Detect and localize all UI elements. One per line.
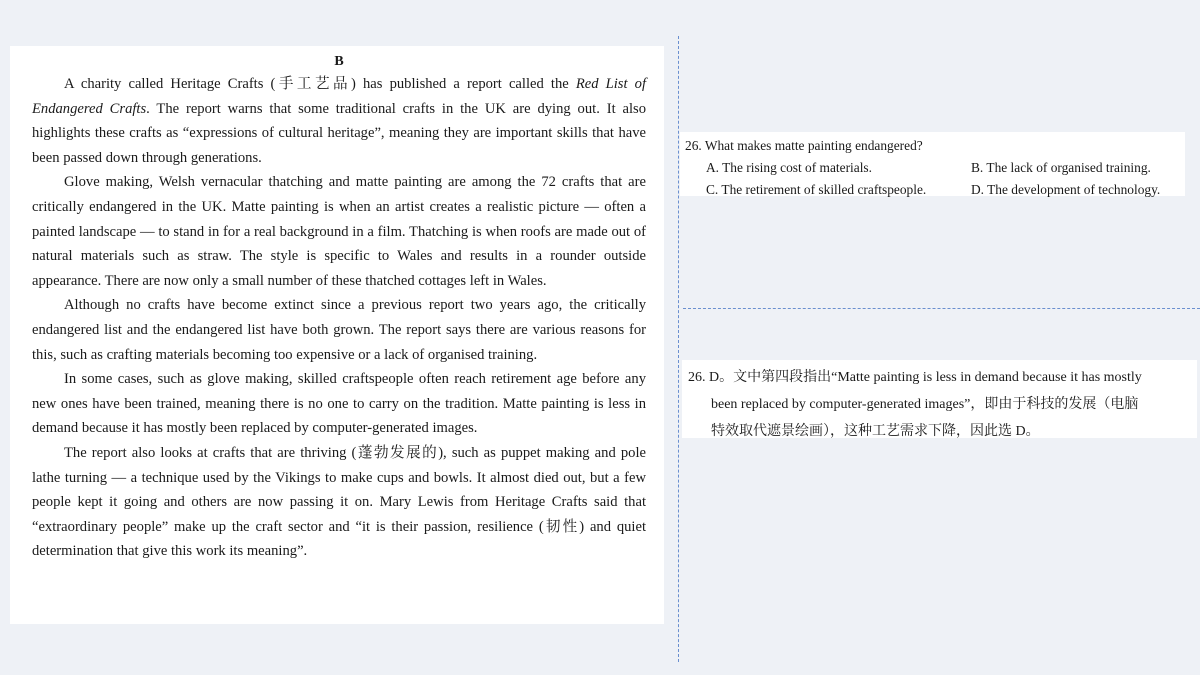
question-card (680, 132, 1185, 196)
answer-line-2: been replaced by computer-generated images”，即由于科技的发展（电脑 (711, 397, 1139, 412)
question-stem: 26. What makes matte painting endangered? (685, 138, 923, 153)
answer-line-3: 特效取代遮景绘画），这种工艺需求下降，因此选 D。 (711, 424, 1040, 439)
answer-line-1: 26. D。文中第四段指出“Matte painting is less in demand because it has mostly (688, 370, 1142, 385)
option-a[interactable]: A. The rising cost of materials. (706, 160, 872, 175)
horizontal-divider (683, 308, 1200, 309)
option-d[interactable]: D. The development of technology. (971, 182, 1161, 197)
paragraph-1 (32, 72, 646, 170)
option-c[interactable]: C. The retirement of skilled craftspeople. (706, 182, 927, 197)
vertical-divider (678, 36, 679, 662)
paragraph-4: In some cases, such as glove making, skilled craftspeople often reach retirement age before any new ones have been trained, meaning there is no one to carry on the tradition. Matte painting is less in demand because it has mostly been replaced by computer-generated images. (32, 371, 646, 437)
paragraph-3: Although no crafts have become extinct since a previous report two years ago, the critically endangered list and the endangered list have both grown. The report says there are various reasons for this, such as crafting materials becoming too expensive or a lack of organised training. (32, 297, 646, 363)
report-title: Red List of Endangered Crafts (32, 76, 647, 117)
paragraph-5: The report also looks at crafts that are thriving (蓬勃发展的), such as puppet making and pole lathe turning — a technique used by the Vikings to make cups and bowls. It almost died out, but a few people kept it going and others are now passing it on. Mary Lewis from Heritage Crafts said that “extraordinary people” make up the craft sector and “it is their passion, resilience (韧性) and quiet determination that give this work its meaning”. (32, 444, 646, 560)
answer-explanation (682, 360, 1197, 438)
reading-passage (10, 46, 664, 624)
paragraph-1-text-b: . The report warns that some traditional crafts in the UK are dying out. It also highlights these crafts as “expressions of cultural heritage”, meaning they are important skills that have been passed down through generations. (32, 100, 647, 166)
paragraph-2: Glove making, Welsh vernacular thatching and matte painting are among the 72 crafts that are critically endangered in the UK. Matte painting is when an artist creates a realistic picture — often a painted landscape — to stand in for a real background in a film. Thatching is when roofs are made out of natural materials such as straw. The style is specific to Wales and results in a rounder outside appearance. There are now only a small number of these thatched cottages left in Wales. (32, 174, 646, 289)
passage-heading: B (334, 54, 344, 69)
options-grid (685, 157, 1181, 201)
paragraph-1-text-a: A charity called Heritage Crafts (手工艺品) has published a report called the (64, 76, 576, 92)
option-b[interactable]: B. The lack of organised training. (971, 160, 1151, 175)
